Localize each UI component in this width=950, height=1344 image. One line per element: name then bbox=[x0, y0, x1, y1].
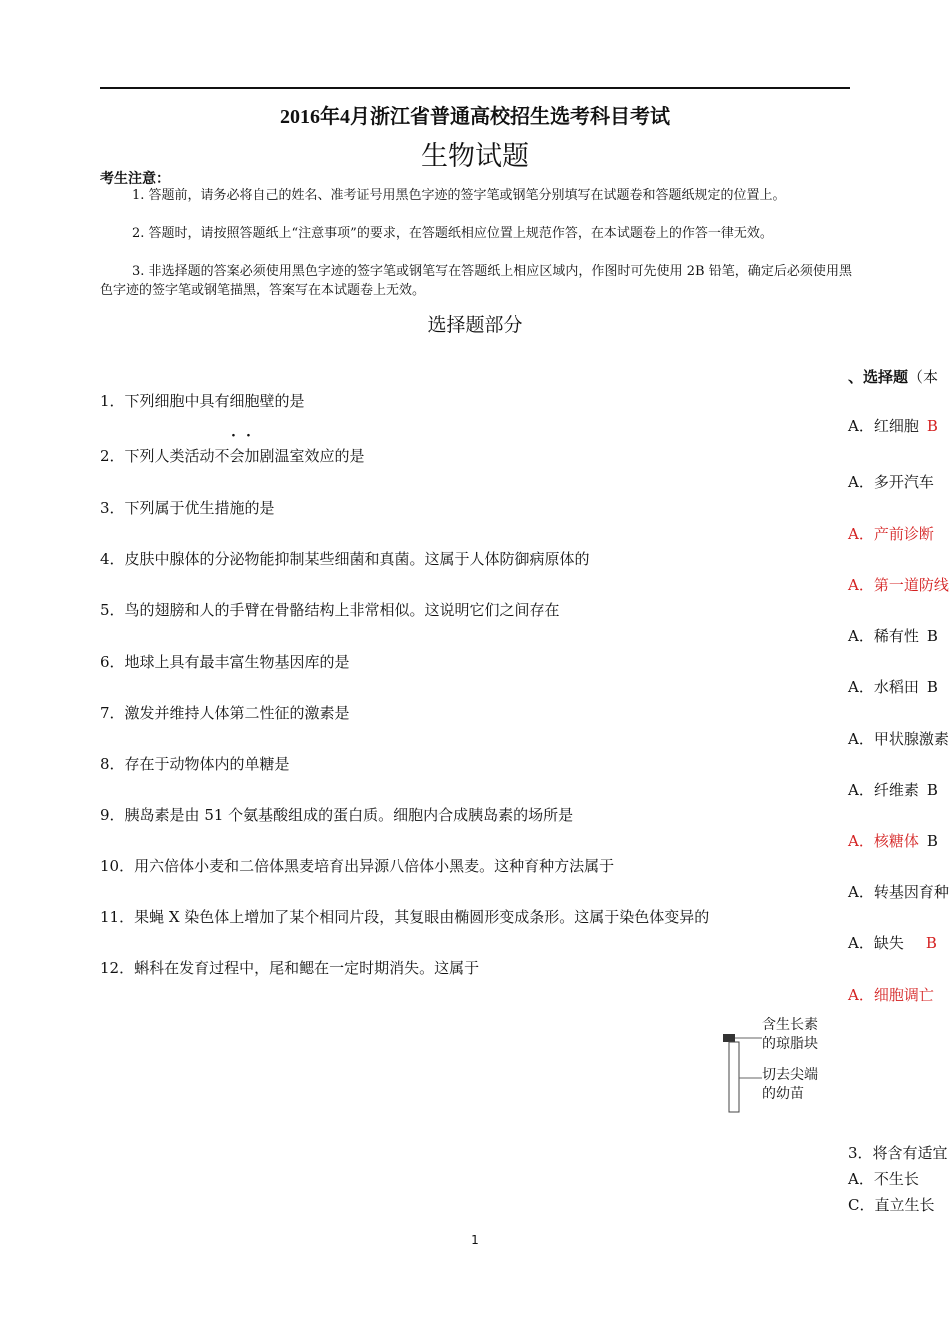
question-number: 11． bbox=[100, 908, 135, 926]
question-number: 1． bbox=[100, 392, 125, 410]
question-10 bbox=[100, 855, 614, 876]
exam-title: 2016年4月浙江省普通高校招生选考科目考试 bbox=[280, 106, 670, 128]
answer-a: A．产前诊断 bbox=[848, 525, 934, 543]
question-11 bbox=[100, 906, 709, 927]
emphasis-dot: · bbox=[246, 428, 251, 444]
answer-b: B bbox=[926, 417, 938, 435]
question-text: 用六倍体小麦和二倍体黑麦培育出异源八倍体小黑麦。这种育种方法属于 bbox=[134, 857, 615, 875]
figure-label-seedling: 切去尖端 的幼苗 bbox=[762, 1067, 818, 1102]
question-text: 果蝇 X 染色体上增加了某个相同片段，其复眼由椭圆形变成条形。这属于染色体变异的 bbox=[134, 908, 710, 926]
section-title: 选择题部分 bbox=[427, 314, 523, 336]
answer-a: A．水稻田 bbox=[848, 678, 919, 696]
answer-a: A．稀有性 bbox=[848, 627, 919, 645]
notice-item-2: 2. 答题时，请按照答题纸上“注意事项”的要求，在答题纸相应位置上规范作答，在本试题卷上的作答一律无效。 bbox=[132, 226, 773, 241]
question-5 bbox=[100, 599, 560, 620]
question-number: 2． bbox=[100, 447, 125, 465]
answer-line-6 bbox=[848, 676, 938, 697]
agar-block bbox=[723, 1034, 735, 1042]
question-number: 10． bbox=[100, 857, 135, 875]
question-13-option-a: A．不生长 bbox=[848, 1170, 919, 1188]
question-number: 6． bbox=[100, 653, 125, 671]
question-text: 皮肤中腺体的分泌物能抑制某些细菌和真菌。这属于人体防御病原体的 bbox=[124, 550, 590, 568]
emphasis-dot: · bbox=[231, 428, 236, 444]
question-text: 激发并维持人体第二性征的激素是 bbox=[124, 704, 350, 722]
answer-line-1 bbox=[848, 415, 938, 436]
answer-a: A．转基因育种 bbox=[848, 883, 949, 901]
answer-a: A．多开汽车 bbox=[848, 473, 934, 491]
notice-item-1: 1. 答题前，请务必将自己的姓名、准考证号用黑色字迹的签字笔或钢笔分别填写在试题卷和答题纸规定的位置上。 bbox=[132, 188, 786, 203]
answer-line-7 bbox=[848, 728, 949, 749]
question-2 bbox=[100, 445, 365, 466]
question-text: 地球上具有最丰富生物基因库的是 bbox=[124, 653, 350, 671]
subject-title: 生物试题 bbox=[421, 141, 529, 172]
question-text: 胰岛素是由 51 个氨基酸组成的蛋白质。细胞内合成胰岛素的场所是 bbox=[124, 806, 574, 824]
notice-heading: 考生注意： bbox=[100, 171, 170, 187]
question-text: 存在于动物体内的单糖是 bbox=[124, 755, 290, 773]
answer-a: A．甲状腺激素 bbox=[848, 730, 949, 748]
question-9 bbox=[100, 804, 573, 825]
page-number: 1 bbox=[471, 1233, 479, 1247]
question-number: 9． bbox=[100, 806, 125, 824]
header-rule bbox=[100, 87, 850, 89]
answer-a: A．纤维素 bbox=[848, 781, 919, 799]
answer-b: B bbox=[926, 627, 938, 645]
answer-line-2 bbox=[848, 471, 934, 492]
question-text: 蝌科在发育过程中，尾和鳃在一定时期消失。这属于 bbox=[134, 959, 480, 977]
question-number: 12． bbox=[100, 959, 135, 977]
question-text: 下列属于优生措施的是 bbox=[124, 499, 275, 517]
side-section-heading: 、选择题（本 bbox=[848, 368, 939, 386]
question-text: 鸟的翅膀和人的手臂在骨骼结构上非常相似。这说明它们之间存在 bbox=[124, 601, 560, 619]
answer-a: A．缺失 bbox=[848, 934, 904, 952]
answer-b: B bbox=[926, 678, 938, 696]
answer-a: A．红细胞 bbox=[848, 417, 919, 435]
question-4 bbox=[100, 548, 590, 569]
answer-line-9 bbox=[848, 830, 938, 851]
answer-line-3 bbox=[848, 523, 934, 544]
question-13-stem: 3．将含有适宜 bbox=[848, 1144, 948, 1162]
answer-line-10 bbox=[848, 881, 949, 902]
answer-line-8 bbox=[848, 779, 938, 800]
question-8 bbox=[100, 753, 290, 774]
figure-label-agar: 含生长素 的琼脂块 bbox=[762, 1017, 818, 1052]
answer-b: B bbox=[926, 781, 938, 799]
answer-b: B bbox=[925, 934, 937, 952]
question-7 bbox=[100, 702, 350, 723]
answer-a: A．细胞调亡 bbox=[848, 986, 934, 1004]
answer-line-5 bbox=[848, 625, 938, 646]
question-number: 3． bbox=[100, 499, 125, 517]
question-6 bbox=[100, 651, 350, 672]
question-number: 5． bbox=[100, 601, 125, 619]
answer-line-4 bbox=[848, 574, 949, 595]
question-number: 8． bbox=[100, 755, 125, 773]
answer-line-11 bbox=[848, 932, 937, 953]
question-number: 7． bbox=[100, 704, 125, 722]
question-1 bbox=[100, 390, 305, 411]
question-12 bbox=[100, 957, 479, 978]
answer-b: B bbox=[926, 832, 938, 850]
answer-line-12 bbox=[848, 984, 934, 1005]
notice-item-3: 3. 非选择题的答案必须使用黑色字迹的签字笔或钢笔写在答题纸上相应区域内，作图时可先使用 2B 铅笔，确定后必须使用黑色字迹的签字笔或钢笔描黑，答案写在本试题卷上无效。 bbox=[100, 264, 852, 298]
question-text: 下列人类活动不会加剧温室效应的是 bbox=[124, 447, 365, 465]
question-3 bbox=[100, 497, 275, 518]
seedling-stem bbox=[729, 1042, 739, 1112]
answer-a: A．核糖体 bbox=[848, 832, 919, 850]
question-text: 下列细胞中具有细胞壁的是 bbox=[124, 392, 305, 410]
question-13-option-c: C．直立生长 bbox=[848, 1196, 935, 1214]
seedling-figure bbox=[716, 1028, 762, 1116]
question-number: 4． bbox=[100, 550, 125, 568]
answer-a: A．第一道防线 bbox=[848, 576, 949, 594]
